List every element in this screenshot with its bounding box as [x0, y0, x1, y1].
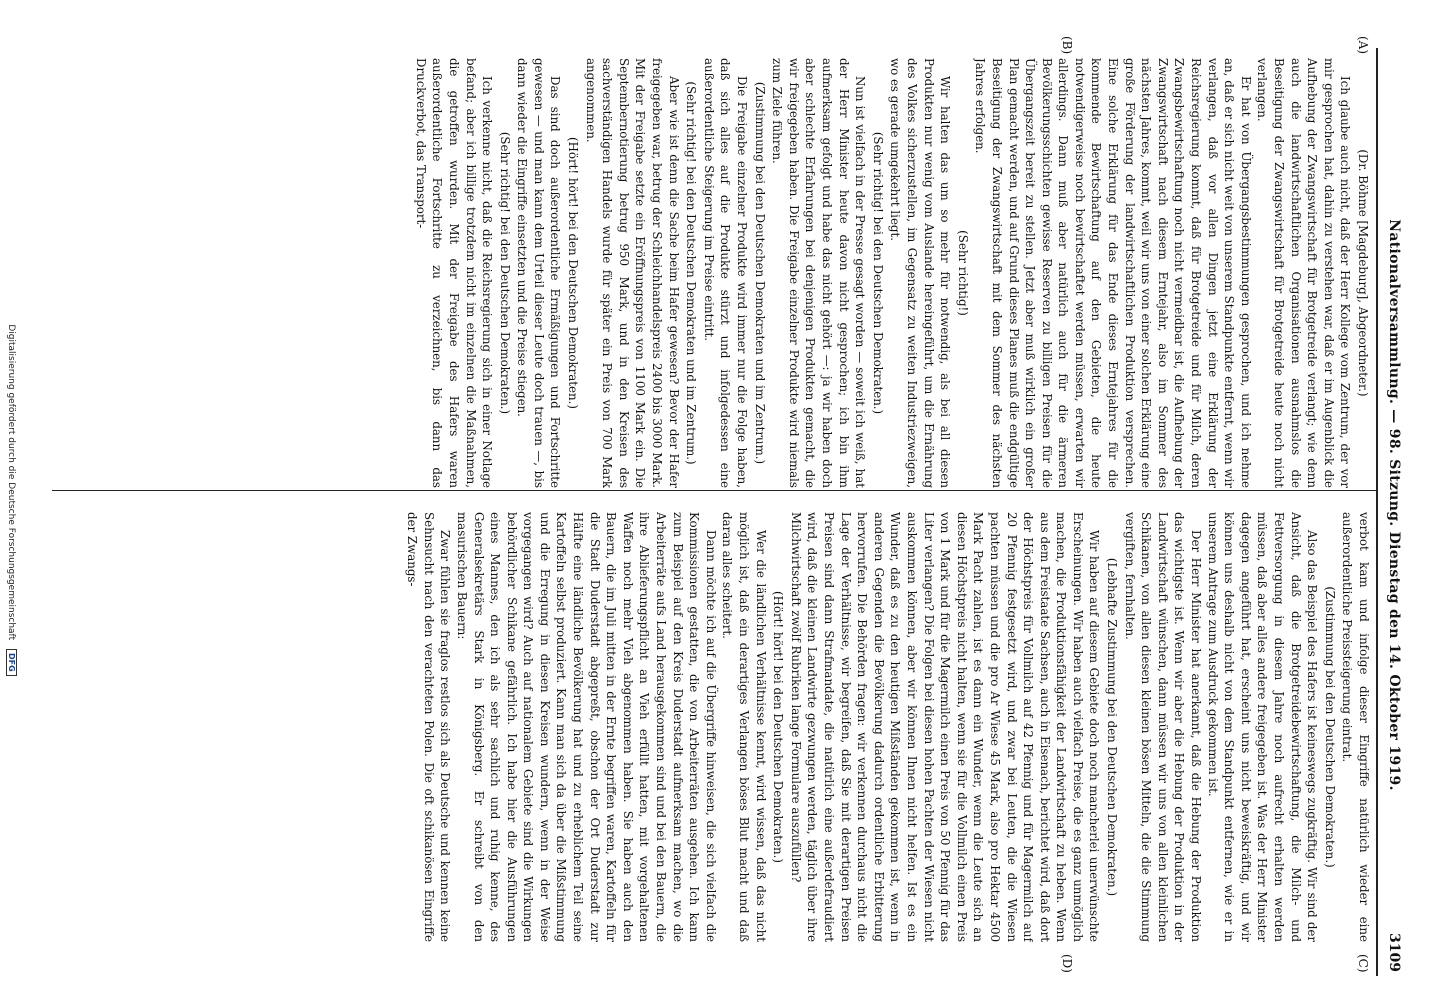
interjection: (Sehr richtig! bei den Deutschen Demokraten und im Zentrum.) [684, 81, 699, 465]
column-divider [52, 490, 1376, 491]
right-column [62, 512, 1372, 942]
paragraph: Der Herr Minister hat anerkannt, daß die Hebung der Produktion das wichtigste ist. Wenn wir aber die Hebung der Produktion in der Landwirtschaft wünschen, dann müssen wir uns von allen kleinlichen Schikanen, von allen diesen kleinen bösen Mitteln, die die Stimmung vergiften, fernhalten. [1122, 512, 1204, 942]
interjection: (Sehr richtig! bei den Deutschen Demokraten.) [497, 131, 512, 415]
interjection: (Hört! hört! bei den Deutschen Demokraten.) [771, 591, 786, 863]
paragraph: Wer die ländlichen Verhältnisse kennt, wird wissen, daß das nicht möglich ist, daß ein derartiges Verlangen böses Blut macht und daß daran alles scheitert. [720, 512, 768, 942]
interjection: (Sehr richtig!) [955, 230, 970, 316]
interjection: (Zustimmung bei den Deutschen Demokraten und im Zentrum.) [752, 81, 767, 465]
paragraph: Ich glaube auch nicht, daß der Herr Kollege vom Zentrum, der vor mir gesprochen hat, dahin zu verstehen war, daß er im Augenblick die Aufhebung der Zwangswirtschaft für Brotgetreide verlangt; wie denn auch die landwirtschaftlichen Organisationen ausnahmslos die Beseitigung der Zwangswirtschaft für Brotgetreide heute noch nicht verlangen. [1255, 58, 1353, 488]
digitization-footer [6, 0, 17, 1000]
margin-marker-d: (D) [1060, 954, 1074, 973]
paragraph: Das sind doch außerordentliche Ermäßigungen und Fortschritte gewesen — und man kann dem Urteil dieser Leute doch trauen —, bis dann wieder die Eingriffe einsetzten und die Preise stiegen. [515, 58, 563, 488]
margin-marker-a: (A) [1356, 36, 1370, 55]
paragraph: Wir haben auf diesem Gebiete doch noch mancherlei unerwünschte Erscheinungen. Wir haben auch vielfach Preise, die es ganz unmöglich machen, die Produktionsfähigkeit der Landwirtschaft zu heben. Wenn aus dem Freistaate Sachsen, auch in Eisenach, berichtet wird, daß dort der Höchstpreis für Vollmilch auf 42 Pfennig und für Magermilch auf 20 Pfennig festgesetzt wird, und zwar bei Leuten, die die Wiesen pachten müssen und die pro Ar Wiese 45 Mark, also pro Hektar 4500 Mark Pacht zahlen, ist es dann ein Wunder, wenn die Leute sich an diesen Höchstpreis nicht halten, wenn sie für die Vollmilch einen Preis von 1 Mark und für die Magermilch einen Preis von 50 Pfennig für das Liter verlangen? Die Folgen bei diesen hohen Pachten der Wiesen nicht auskommen können, aber wir können Ihnen nicht helfen. Ist es ein Wunder, daß es zu den heutigen Mißständen gekommen ist, wenn in anderen Gegenden die Bevölkerung dadurch ordentliche Erbitterung hervorrufen. Die Behörden fragen: wir verkennen durchaus nicht die Lage der Verhältnisse, wir begreifen, daß Sie mit derartigen Preisen Preisen sind dann Strafmandate, die natürlich eine außerdefraudiert wird, daß die kleinen Landwirte gezwungen werden, täglich über ihre Milchwirtschaft zwölf Rubriken lange Formulare auszufüllen? [788, 512, 1102, 942]
paragraph: Also das Beispiel des Hafers ist keineswegs zugkräftig. Wir sind der Ansicht, daß die Brotgetreidebewirtschaftung, die Milch- und Fettversorgung in diesem Jahre noch aufrecht erhalten werden müssen, daß aber alles andere freigegeben ist. Was der Herr Minister dagegen angeführt hat, erscheint uns nicht beweiskräftig, und wir können uns deshalb nicht von dem Standpunkt entfernen, wie er in unserem Antrage zum Ausdruck gekommen ist. [1205, 512, 1320, 942]
interjection: (Sehr richtig! bei den Deutschen Demokraten.) [870, 131, 885, 415]
interjection: (Lebhafte Zustimmung bei den Deutschen Demokraten.) [1105, 557, 1120, 897]
page-header [1380, 30, 1406, 980]
page-number: 3109 [1386, 933, 1402, 972]
dfg-logo: DFG [6, 649, 17, 676]
left-column [62, 58, 1372, 488]
interjection: (Hört! hört! bei den Deutschen Demokraten.) [566, 137, 581, 409]
paragraph: Zwar fühlen sie fraglos restlos sich als Deutsche und kennen keine Sehnsucht nach den verachteten Polen. Die oft schikanösen Eingriffe der Zwangs- [405, 512, 453, 942]
paragraph: Aber wie ist denn die Sache beim Hafer gewesen? Bevor der Hafer freigegeben war, betrug der Schleichhandelspreis 2400 bis 3000 Mark. Mit der Freigabe setzte ein Eröffnungspreis von 1100 Mark ein. Die Septembernotierung betrug 950 Mark, und in den Kreisen des sachverständigen Handels wurde für später ein Preis von 700 Mark angenommen. [583, 58, 681, 488]
margin-marker-c: (C) [1356, 954, 1370, 973]
paragraph: Nun ist vielfach in der Presse gesagt worden — soweit ich weiß, hat der Herr Minister heute davon nicht gesprochen; ich bin ihm aufmerksam gefolgt und habe das nicht gehört —: ja wir haben doch aber schlechte Erfahrungen bei denjenigen Produkten gemacht, die wir freigegeben haben. Die Freigabe einzelner Produkte wird niemals zum Ziele führen. [770, 58, 868, 488]
speaker-line: (Dr. Böhme [Magdeburg], Abgeordneter.) [1356, 149, 1370, 397]
paragraph: verbot kam und infolge dieser Eingriffe natürlich wieder eine außerordentliche Preissteigerung eintrat. [1340, 512, 1371, 942]
footer-text: Digitalisierung gefördert durch die Deutsche Forschungsgemeinschaft [6, 324, 16, 641]
paragraph: Dann möchte ich auf die Übergriffe hinweisen, die sich vielfach die Kommissionen gestatten, die von Arbeiterräten ausgehen. Ich kann zum Beispiel auf den Kreis Duderstadt aufmerksam machen, wo die Arbeiterräte aufs Land herausgekommen sind und bei den Bauern, die ihre Ablieferungspflicht an Vieh erfüllt hatten, mit vorgehaltenen Waffen noch mehr Vieh abgenommen haben. Sie haben auch den Bauern, die im Juli mitten in der Ernte begriffen waren, Kartoffeln für die Stadt Duderstadt abgepreßt, obschon der Ort Duderstadt zur Hälfte eine ländliche Bevölkerung hat und zu erheblichem Teil seine Kartoffeln selbst produziert. Kann man sich da über die Mißstimmung und die Erregung in diesen Kreisen wundern, wenn in der Weise vorgegangen wird? Auch auf nationalem Gebiete sind die Wirkungen behördlicher Schikane gefährlich. Ich habe hier die Ausführungen eines Mannes, den ich als sehr sachlich und ruhig kenne, des Generalsekretärs Stark in Königsberg. Er schreibt von den masurischen Bauern: [454, 512, 718, 942]
paragraph: Ich verkenne nicht, daß die Reichsregierung sich in einer Notlage befand; aber ich billige trotzdem nicht im einzelnen die Maßnahmen, die getroffen wurden. Mit der Freigabe des Hafers waren außerordentliche Fortschritte zu verzeichnen, bis dann das Druckverbot, das Transport- [413, 58, 495, 488]
paragraph: Die Freigabe einzelner Produkte wird immer nur die Folge haben, daß sich alles auf die Produkte stürzt und infolgedessen eine außerordentliche Steigerung im Preise eintritt. [701, 58, 750, 488]
paragraph: Er hat von Übergangsbestimmungen gesprochen, und ich nehme an, daß er sich nicht weit von unserem Standpunkte entfernt, wenn wir verlangen, daß vor allen Dingen jetzt eine Erklärung der Reichsregierung kommt, daß für Brotgetreide und für Milch, deren Zwangsbewirtschaftung noch nicht vermeidbar ist, die Aufhebung der Zwangswirtschaft nach diesem Erntejahr, also im Sommer des nächsten Jahres, kommt, weil wir uns von einer solchen Erklärung eine große Förderung der landwirtschaftlichen Produktion versprechen. Eine solche Erklärung für das Ende dieses Erntejahres für die kommende Bewirtschaftung auf den Gebieten, die heute notwendigerweise noch bewirtschaftet werden müssen, erwarten wir allerdings. Dann muß aber natürlich auch für die ärmeren Bevölkerungsschichten gewisse Reserven zu billigen Preisen für die Übergangszeit bereit zu stellen. Jetzt aber muß wirklich ein großer Plan gemacht werden, und auf Grund dieses Planes muß die endgültige Beseitigung der Zwangswirtschaft mit dem Sommer des nächsten Jahres erfolgen. [973, 58, 1253, 488]
paragraph: Wir halten das um so mehr für notwendig, als bei all diesen Produkten nur wenig vom Auslande hereingeführt, um die Ernährung des Volkes sicherzustellen, im Gegensatz zu weiten Industriezweigen, wo es gerade umgekehrt liegt. [888, 58, 953, 488]
margin-marker-b: (B) [1060, 36, 1074, 55]
header-rule [1376, 48, 1378, 976]
interjection: (Zustimmung bei den Deutschen Demokraten.) [1322, 586, 1337, 868]
header-title: Nationalversammlung. — 98. Sitzung. Dienstag den 14. Oktober 1919. [1386, 219, 1402, 791]
